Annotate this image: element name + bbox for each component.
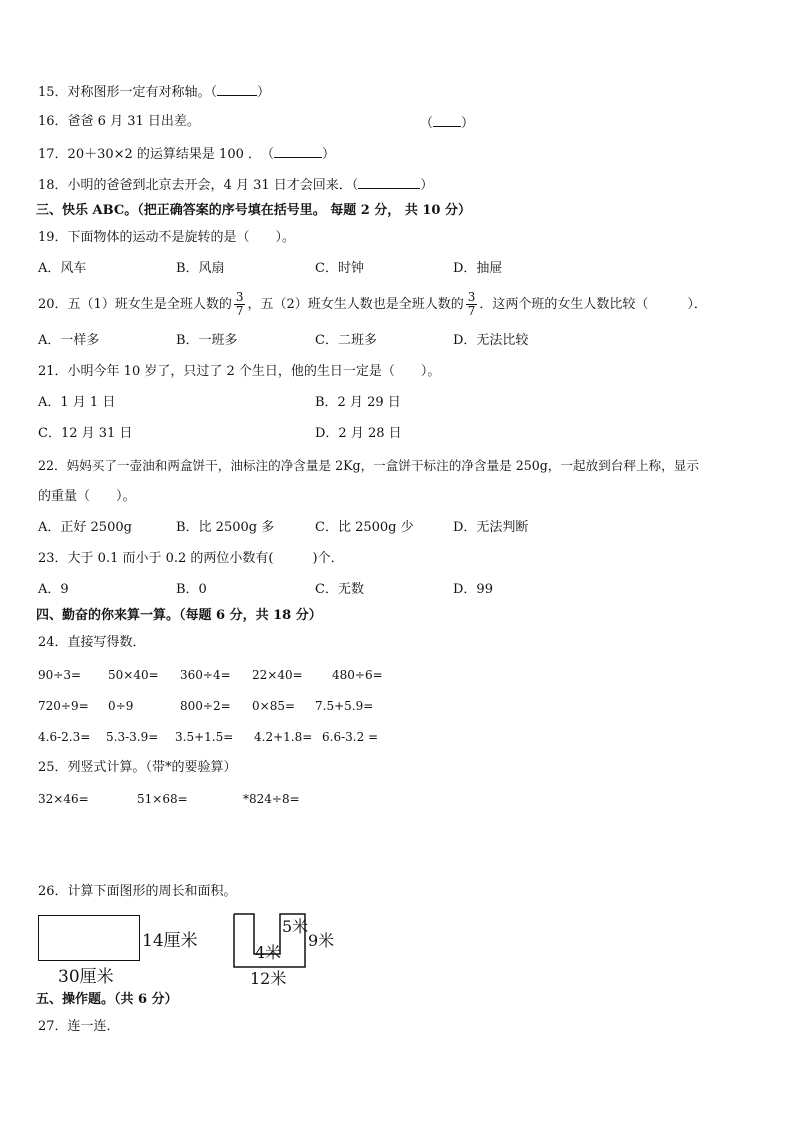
answer-blank-16[interactable] xyxy=(433,113,461,127)
calc-item: 6.6-3.2 = xyxy=(322,730,379,744)
rect-height-label: 14厘米 xyxy=(142,931,198,951)
fraction-3-7 xyxy=(466,291,478,318)
calc-item: 3.5+1.5= xyxy=(175,730,234,744)
option-c[interactable]: C．时钟 xyxy=(315,261,364,276)
option-d[interactable]: D．抽屉 xyxy=(453,261,503,276)
calc-item: *824÷8= xyxy=(243,792,300,806)
calc-item: 51×68= xyxy=(137,792,188,806)
calc-item: 50×40= xyxy=(108,668,159,682)
question-20-part3: ．这两个班的女生人数比较（ ）． xyxy=(479,297,707,312)
option-b[interactable]: B．0 xyxy=(176,582,207,597)
shape-right-label: 9米 xyxy=(308,931,335,950)
section-4-heading: 四、勤奋的你来算一算。（每题 6 分，共 18 分） xyxy=(36,608,322,623)
calc-item: 720÷9= xyxy=(38,699,89,713)
section-3-heading: 三、快乐 ABC。（把正确答案的序号填在括号里。 每题 2 分， 共 10 分） xyxy=(36,203,471,218)
fraction-numerator: 3 xyxy=(467,290,476,304)
shape-bottom-label: 12米 xyxy=(250,969,287,988)
option-d[interactable]: D．2 月 28 日 xyxy=(315,426,402,441)
option-b[interactable]: B．2 月 29 日 xyxy=(315,395,401,410)
question-20-part2: ，五（2）班女生人数也是全班人数的 xyxy=(247,297,464,312)
shape-inner-label: 4米 xyxy=(255,943,282,962)
option-a[interactable]: A．正好 2500g xyxy=(38,520,132,535)
question-26-stem: 26．计算下面图形的周长和面积。 xyxy=(38,884,237,899)
calc-item: 4.6-2.3= xyxy=(38,730,91,744)
option-a[interactable]: A．1 月 1 日 xyxy=(38,395,116,410)
question-17-text: 17．20＋30×2 的运算结果是 100 ． （ xyxy=(38,147,274,162)
option-d[interactable]: D．无法比较 xyxy=(453,333,529,348)
calc-item: 5.3-3.9= xyxy=(106,730,159,744)
question-15-text: 15．对称图形一定有对称轴。（ xyxy=(38,85,218,100)
option-a[interactable]: A．风车 xyxy=(38,261,87,276)
calc-item: 360÷4= xyxy=(180,668,231,682)
paren-close: ） xyxy=(461,116,475,131)
question-20-stem xyxy=(38,291,707,318)
question-17 xyxy=(38,144,335,164)
option-b[interactable]: B．一班多 xyxy=(176,333,238,348)
fraction-denominator: 7 xyxy=(467,304,476,318)
calc-item: 22×40= xyxy=(252,668,303,682)
section-5-heading: 五、操作题。（共 6 分） xyxy=(36,992,178,1007)
calc-item: 90÷3= xyxy=(38,668,82,682)
paren-close: ） xyxy=(322,147,336,162)
option-c[interactable]: C．无数 xyxy=(315,582,364,597)
option-c[interactable]: C．二班多 xyxy=(315,333,377,348)
option-a[interactable]: A．9 xyxy=(38,582,69,597)
question-18-text: 18．小明的爸爸到北京去开会，4 月 31 日才会回来．（ xyxy=(38,178,359,193)
question-16 xyxy=(38,113,200,131)
question-24-stem: 24．直接写得数． xyxy=(38,635,146,650)
question-22-stem-line1: 22．妈妈买了一壶油和两盒饼干，油标注的净含量是 2Kg，一盒饼干标注的净含量是 250g，一起放到台秤上称，显示 xyxy=(38,458,699,473)
answer-blank-15[interactable] xyxy=(217,82,257,96)
calc-item: 7.5+5.9= xyxy=(315,699,374,713)
question-20-part1: 20．五（1）班女生是全班人数的 xyxy=(38,297,232,312)
question-21-stem: 21．小明今年 10 岁了，只过了 2 个生日，他的生日一定是（ ）。 xyxy=(38,364,441,379)
option-b[interactable]: B．比 2500g 多 xyxy=(176,520,275,535)
option-a[interactable]: A．一样多 xyxy=(38,333,100,348)
answer-blank-18[interactable] xyxy=(358,175,420,189)
option-d[interactable]: D．无法判断 xyxy=(453,520,529,535)
question-19-stem: 19．下面物体的运动不是旋转的是（ ）。 xyxy=(38,230,296,245)
rect-width-label: 30厘米 xyxy=(58,967,114,987)
option-c[interactable]: C．12 月 31 日 xyxy=(38,426,133,441)
paren-open: （ xyxy=(420,116,434,131)
option-d[interactable]: D．99 xyxy=(453,582,493,597)
question-16-text: 16．爸爸 6 月 31 日出差。 xyxy=(38,114,200,129)
shape-top-label: 5米 xyxy=(282,917,309,936)
fraction-denominator: 7 xyxy=(235,304,244,318)
calc-item: 0×85= xyxy=(252,699,296,713)
rectangle-figure xyxy=(38,915,140,961)
fraction-3-7 xyxy=(234,291,246,318)
calc-item: 4.2+1.8= xyxy=(254,730,313,744)
calc-item: 480÷6= xyxy=(332,668,383,682)
fraction-numerator: 3 xyxy=(235,290,244,304)
question-25-stem: 25．列竖式计算。（带*的要验算） xyxy=(38,760,237,775)
paren-close: ） xyxy=(420,178,434,193)
question-23-stem: 23．大于 0.1 而小于 0.2 的两位小数有( )个． xyxy=(38,551,344,566)
option-c[interactable]: C．比 2500g 少 xyxy=(315,520,414,535)
question-22-stem-line2: 的重量（ ）。 xyxy=(38,489,136,504)
answer-blank-17[interactable] xyxy=(274,144,322,158)
option-b[interactable]: B．风扇 xyxy=(176,261,225,276)
question-27-stem: 27．连一连． xyxy=(38,1019,120,1034)
question-16-answer xyxy=(420,113,474,133)
paren-close: ） xyxy=(257,85,271,100)
question-18 xyxy=(38,175,433,195)
question-15 xyxy=(38,82,270,102)
calc-item: 800÷2= xyxy=(180,699,231,713)
calc-item: 0÷9 xyxy=(108,699,134,713)
calc-item: 32×46= xyxy=(38,792,89,806)
